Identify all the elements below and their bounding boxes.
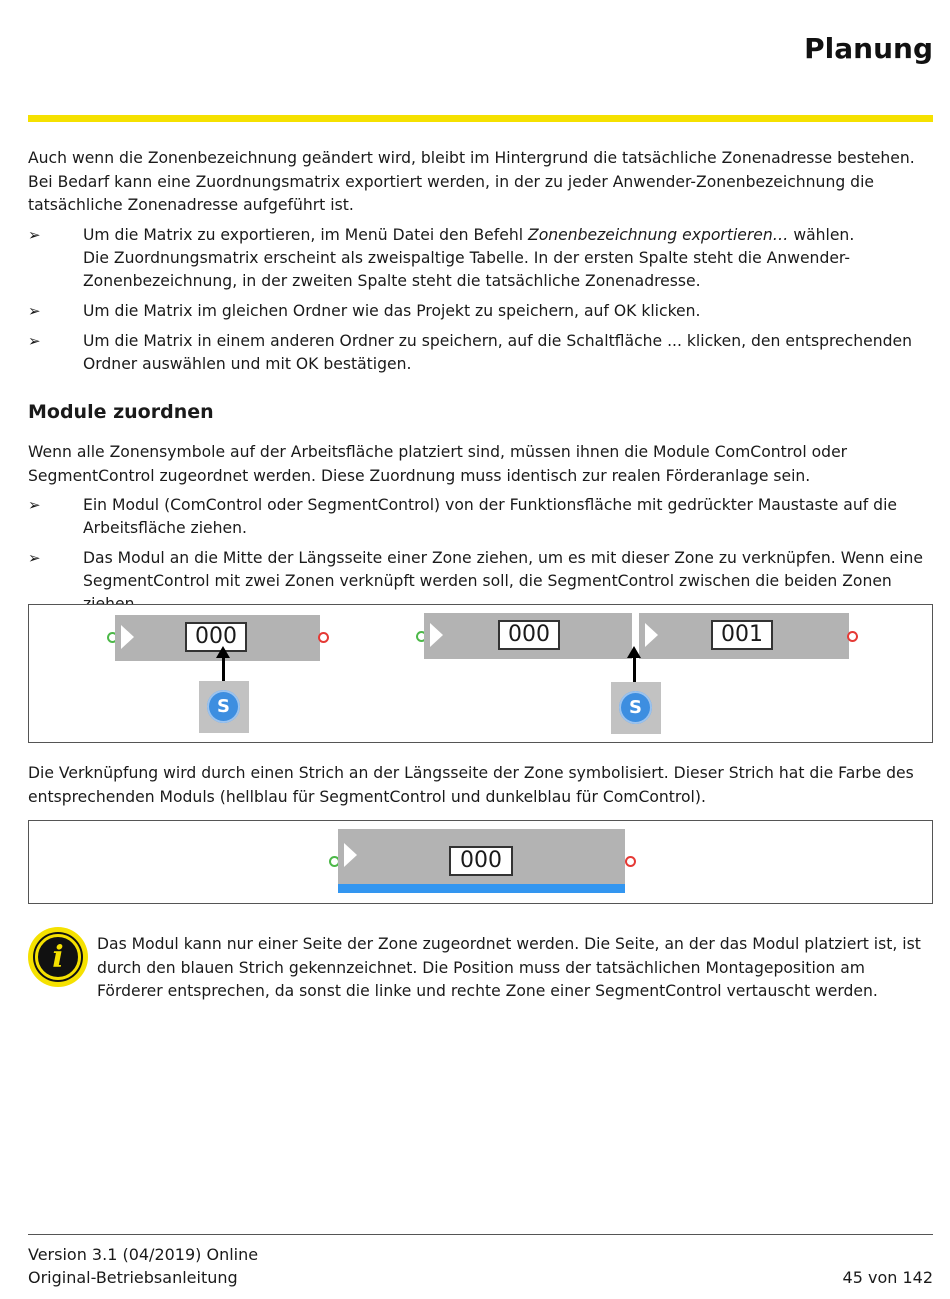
footer-version: Version 3.1 (04/2019) Online <box>28 1245 259 1264</box>
bullet-text-part: wählen. <box>788 226 855 244</box>
link-paragraph: Die Verknüpfung wird durch einen Strich an der Längsseite der Zone symbolisiert. Dieser Strich hat die Farbe des entsprechenden Moduls (hellblau für SegmentControl und dunkelblau für ComControl). <box>28 764 914 806</box>
section-paragraph: Wenn alle Zonensymbole auf der Arbeitsfläche platziert sind, müssen ihnen die Module ComControl oder SegmentControl zugeordnet werden. Diese Zuordnung muss identisch zur realen Förderanlage sein. <box>28 443 848 485</box>
page-number: 45 von 142 <box>842 1268 933 1287</box>
module-s-icon: S <box>619 691 652 724</box>
bullet-marker: ➢ <box>28 226 41 244</box>
menu-command-name: Zonenbezeichnung exportieren… <box>528 226 789 244</box>
bullet-text-part: Um die Matrix zu exportieren, im Menü Datei den Befehl <box>83 226 529 244</box>
segment-control-module <box>199 681 249 733</box>
bullet-continuation: Die Zuordnungsmatrix erscheint als zweispaltige Tabelle. In der ersten Spalte steht die Anwender-Zonenbezeichnung, in der zweiten Spalte steht die tatsächliche Zonenadresse. <box>83 249 850 290</box>
zone-symbol <box>338 829 625 886</box>
module-link-stripe <box>338 884 625 893</box>
info-note: Das Modul kann nur einer Seite der Zone zugeordnet werden. Die Seite, an der das Modul platziert ist, ist durch den blauen Strich gekennzeichnet. Die Position muss der tatsächlichen Montageposition am Förderer entsprechen, da sonst die linke und rechte Zone einer SegmentControl vertauscht werden. <box>97 935 921 1000</box>
play-icon <box>344 843 357 867</box>
bullet-marker: ➢ <box>28 332 41 350</box>
zone-address: 000 <box>449 846 513 876</box>
section-title: Module zuordnen <box>28 401 214 423</box>
module-s-icon: S <box>207 690 240 723</box>
bullet-text <box>83 224 933 293</box>
play-icon <box>645 623 658 647</box>
zone-connector-red <box>318 632 329 643</box>
play-icon <box>121 625 134 649</box>
segment-control-module <box>611 682 661 734</box>
title-rule <box>28 115 933 122</box>
footer-doc-type: Original-Betriebsanleitung <box>28 1268 238 1287</box>
info-icon <box>28 927 88 987</box>
list-item <box>28 494 933 540</box>
bullet-text: Das Modul an die Mitte der Längsseite einer Zone ziehen, um es mit dieser Zone zu verknüpfen. Wenn eine SegmentControl mit zwei Zonen verknüpft werden soll, die SegmentControl zwischen die beiden Zonen <box>83 549 923 590</box>
bullet-marker: ➢ <box>28 302 41 320</box>
bullet-text: Um die Matrix in einem anderen Ordner zu speichern, auf die Schaltfläche ... klicken, den entsprechenden Ordner auswählen und mit OK bestätigen. <box>83 332 912 373</box>
zone-connector-red <box>625 856 636 867</box>
bullet-text: Um die Matrix im gleichen Ordner wie das Projekt zu speichern, auf OK klicken. <box>83 302 701 320</box>
bullet-marker: ➢ <box>28 549 41 567</box>
bullet-text: Ein Modul (ComControl oder SegmentControl) von der Funktionsfläche mit gedrückter Maustaste auf die Arbeitsfläche ziehen. <box>83 496 898 537</box>
bullet-marker: ➢ <box>28 496 41 514</box>
play-icon <box>430 623 443 647</box>
arrow-up-icon <box>222 655 225 683</box>
figure-module-assignment <box>28 604 933 743</box>
zone-symbol <box>424 613 632 659</box>
intro-paragraph: Auch wenn die Zonenbezeichnung geändert wird, bleibt im Hintergrund die tatsächliche Zonenadresse bestehen. Bei Bedarf kann eine Zuordnungsmatrix exportiert werden, in der zu jeder Anwender-Zonenbezeichnung die tatsächliche Zonenadresse aufgeführt ist. <box>28 149 915 214</box>
zone-address: 000 <box>498 620 560 650</box>
info-icon-inner <box>35 934 81 980</box>
zone-address: 000 <box>185 622 247 652</box>
figure-linked-zone <box>28 820 933 904</box>
list-item <box>28 330 933 376</box>
footer-rule <box>28 1234 933 1235</box>
info-icon-glyph: i <box>52 940 64 975</box>
zone-connector-red <box>847 631 858 642</box>
zone-symbol <box>639 613 849 659</box>
list-item <box>28 300 933 323</box>
list-item <box>28 224 933 293</box>
page-title: Planung <box>804 32 933 65</box>
zone-address: 001 <box>711 620 773 650</box>
